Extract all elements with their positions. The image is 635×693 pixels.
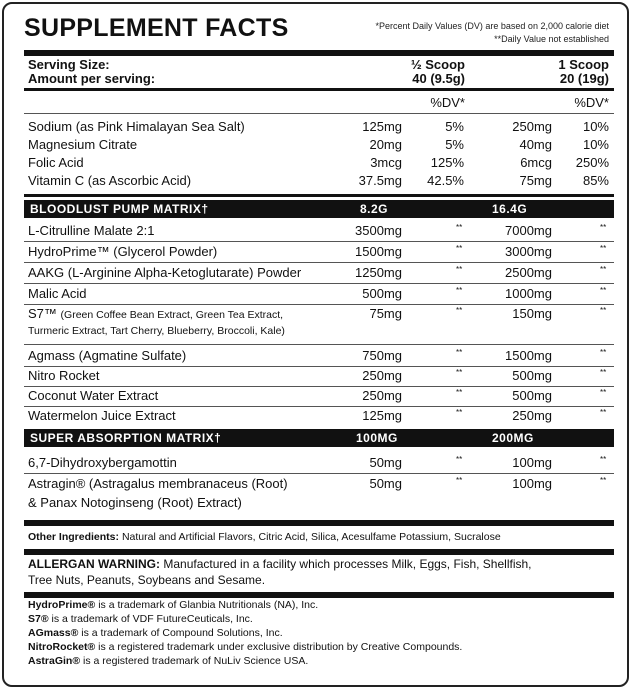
nutrient-dv-2: 85%: [582, 173, 609, 188]
ingredient-dv-1: **: [456, 286, 463, 295]
ingredient-dv-1: **: [456, 368, 463, 377]
ingredient-amount-1: 125mg: [362, 408, 402, 423]
ingredient-dv-2: **: [600, 286, 607, 295]
trademark-line: [28, 613, 253, 625]
matrix-amount-1: 8.2G: [360, 202, 389, 216]
ingredient-dv-1: **: [456, 223, 463, 232]
ingredient-dv-1: **: [456, 348, 463, 357]
ingredient-name: Watermelon Juice Extract: [28, 408, 176, 423]
ingredient-name: AAKG (L-Arginine Alpha-Ketoglutarate) Powder: [28, 265, 302, 280]
divider: [24, 88, 614, 91]
ingredient-name: [28, 306, 283, 321]
amount-per-serving-label: Amount per serving:: [28, 71, 156, 86]
ingredient-amount-1: 75mg: [369, 306, 402, 321]
other-ingredients-text: Natural and Artificial Flavors, Citric Acid, Silica, Acesulfame Potassium, Sucralose: [121, 531, 501, 543]
ingredient-amount-2: 1000mg: [505, 286, 552, 301]
ingredient-name: L-Citrulline Malate 2:1: [28, 223, 155, 238]
s7-sub-1: (Green Coffee Bean Extract, Green Tea Extract,: [60, 309, 284, 321]
allergen-warning: [28, 557, 532, 571]
divider: [24, 549, 614, 555]
serving-size-label: Serving Size:: [28, 57, 110, 72]
ingredient-amount-2: 500mg: [512, 388, 552, 403]
other-ingredients: [28, 531, 501, 543]
ingredient-amount-1: 50mg: [369, 455, 402, 470]
ingredient-amount-2: 100mg: [512, 455, 552, 470]
ingredient-dv-1: **: [456, 244, 463, 253]
col1-dv-header: %DV*: [430, 95, 465, 110]
col2-serving-size: 1 Scoop: [558, 57, 609, 72]
nutrient-dv-2: 250%: [575, 155, 609, 170]
nutrient-name: Folic Acid: [28, 155, 84, 170]
nutrient-dv-1: 5%: [445, 119, 464, 134]
nutrient-dv-1: 5%: [445, 137, 464, 152]
ingredient-amount-1: 750mg: [362, 348, 402, 363]
nutrient-amount-1: 3mcg: [370, 155, 402, 170]
ingredient-amount-2: 150mg: [512, 306, 552, 321]
dv-not-established-note: **Daily Value not established: [494, 34, 609, 44]
divider: [24, 283, 614, 284]
nutrient-name: Sodium (as Pink Himalayan Sea Salt): [28, 119, 245, 134]
col1-serving-size: ½ Scoop: [410, 57, 465, 72]
ingredient-name: Agmass (Agmatine Sulfate): [28, 348, 187, 363]
ingredient-dv-1: **: [456, 306, 463, 315]
col2-servings: 20 (19g): [559, 71, 609, 86]
ingredient-name-cont: & Panax Notoginseng (Root) Extract): [28, 495, 242, 510]
ingredient-amount-2: 3000mg: [505, 244, 552, 259]
col2-dv-header: %DV*: [574, 95, 609, 110]
divider: [24, 241, 614, 242]
trademark-line: [28, 655, 308, 667]
divider: [24, 366, 614, 367]
ingredient-amount-2: 100mg: [512, 476, 552, 491]
allergen-text-2: Tree Nuts, Peanuts, Soybeans and Sesame.: [28, 573, 266, 587]
nutrient-dv-1: 125%: [430, 155, 464, 170]
divider: [24, 50, 614, 56]
ingredient-amount-1: 1500mg: [355, 244, 402, 259]
nutrient-dv-1: 42.5%: [427, 173, 464, 188]
divider: [24, 113, 614, 114]
bloodlust-matrix-header: [24, 200, 614, 218]
ingredient-amount-1: 1250mg: [355, 265, 402, 280]
matrix-name: SUPER ABSORPTION MATRIX†: [30, 431, 222, 445]
super-absorption-matrix-header: [24, 429, 614, 447]
matrix-amount-2: 200MG: [492, 431, 534, 445]
ingredient-dv-2: **: [600, 265, 607, 274]
ingredient-amount-2: 500mg: [512, 368, 552, 383]
ingredient-name: Malic Acid: [28, 286, 87, 301]
trademark-mark: HydroPrime®: [28, 599, 96, 611]
ingredient-amount-2: 1500mg: [505, 348, 552, 363]
ingredient-name: 6,7-Dihydroxybergamottin: [28, 455, 177, 470]
ingredient-name: HydroPrime™ (Glycerol Powder): [28, 244, 218, 259]
divider: [24, 386, 614, 387]
matrix-amount-1: 100MG: [356, 431, 398, 445]
ingredient-dv-1: **: [456, 388, 463, 397]
trademark-mark: AstraGin®: [28, 655, 81, 667]
trademark-text: is a trademark of Glanbia Nutritionals (NA), Inc.: [98, 599, 319, 611]
ingredient-dv-2: **: [600, 306, 607, 315]
divider: [24, 592, 614, 598]
nutrient-amount-1: 20mg: [369, 137, 402, 152]
ingredient-dv-2: **: [600, 455, 607, 464]
ingredient-name: Coconut Water Extract: [28, 388, 159, 403]
nutrient-dv-2: 10%: [582, 137, 609, 152]
ingredient-dv-2: **: [600, 223, 607, 232]
nutrient-name: Vitamin C (as Ascorbic Acid): [28, 173, 192, 188]
col1-servings: 40 (9.5g): [412, 71, 465, 86]
trademark-text: is a registered trademark of NuLiv Science USA.: [83, 655, 309, 667]
trademark-mark: NitroRocket®: [28, 641, 96, 653]
divider: [24, 344, 614, 345]
trademark-text: is a registered trademark under exclusive distribution by Creative Compounds.: [98, 641, 463, 653]
nutrient-amount-1: 37.5mg: [358, 173, 402, 188]
ingredient-amount-1: 3500mg: [355, 223, 402, 238]
matrix-amount-2: 16.4G: [492, 202, 528, 216]
trademark-mark: S7®: [28, 613, 49, 625]
ingredient-amount-1: 500mg: [362, 286, 402, 301]
s7-name: S7™: [28, 306, 57, 321]
ingredient-name: Nitro Rocket: [28, 368, 100, 383]
divider: [24, 406, 614, 407]
divider: [24, 473, 614, 474]
ingredient-dv-1: **: [456, 265, 463, 274]
ingredient-dv-2: **: [600, 348, 607, 357]
ingredient-amount-1: 250mg: [362, 368, 402, 383]
divider: [24, 520, 614, 526]
trademark-line: [28, 599, 318, 611]
trademark-text: is a trademark of Compound Solutions, Inc.: [81, 627, 283, 639]
nutrient-dv-2: 10%: [582, 119, 609, 134]
trademark-line: [28, 627, 283, 639]
page-title: SUPPLEMENT FACTS: [24, 14, 289, 42]
s7-sub-2: Turmeric Extract, Tart Cherry, Blueberry, Broccoli, Kale): [28, 325, 285, 337]
other-ingredients-label: Other Ingredients:: [28, 531, 120, 543]
matrix-name: BLOODLUST PUMP MATRIX†: [30, 202, 209, 216]
ingredient-amount-2: 2500mg: [505, 265, 552, 280]
allergen-text-1: Manufactured in a facility which processes Milk, Eggs, Fish, Shellfish,: [163, 557, 532, 571]
trademark-line: [28, 641, 462, 653]
divider: [24, 304, 614, 305]
ingredient-dv-1: **: [456, 408, 463, 417]
nutrient-amount-1: 125mg: [362, 119, 402, 134]
ingredient-dv-1: **: [456, 455, 463, 464]
divider: [24, 262, 614, 263]
ingredient-amount-2: 7000mg: [505, 223, 552, 238]
trademark-mark: AGmass®: [28, 627, 79, 639]
nutrient-amount-2: 250mg: [512, 119, 552, 134]
ingredient-amount-2: 250mg: [512, 408, 552, 423]
ingredient-dv-1: **: [456, 476, 463, 485]
trademark-text: is a trademark of VDF FutureCeuticals, Inc.: [51, 613, 253, 625]
ingredient-dv-2: **: [600, 476, 607, 485]
ingredient-dv-2: **: [600, 368, 607, 377]
ingredient-name: Astragin® (Astragalus membranaceus (Root): [28, 476, 288, 491]
ingredient-amount-1: 50mg: [369, 476, 402, 491]
dv-footnote: *Percent Daily Values (DV) are based on 2,000 calorie diet: [375, 21, 609, 31]
nutrient-amount-2: 75mg: [519, 173, 552, 188]
ingredient-dv-2: **: [600, 388, 607, 397]
nutrient-name: Magnesium Citrate: [28, 137, 138, 152]
allergen-label: ALLERGAN WARNING:: [28, 557, 160, 571]
nutrient-amount-2: 40mg: [519, 137, 552, 152]
ingredient-amount-1: 250mg: [362, 388, 402, 403]
nutrient-amount-2: 6mcg: [520, 155, 552, 170]
ingredient-dv-2: **: [600, 244, 607, 253]
ingredient-dv-2: **: [600, 408, 607, 417]
divider: [24, 194, 614, 197]
